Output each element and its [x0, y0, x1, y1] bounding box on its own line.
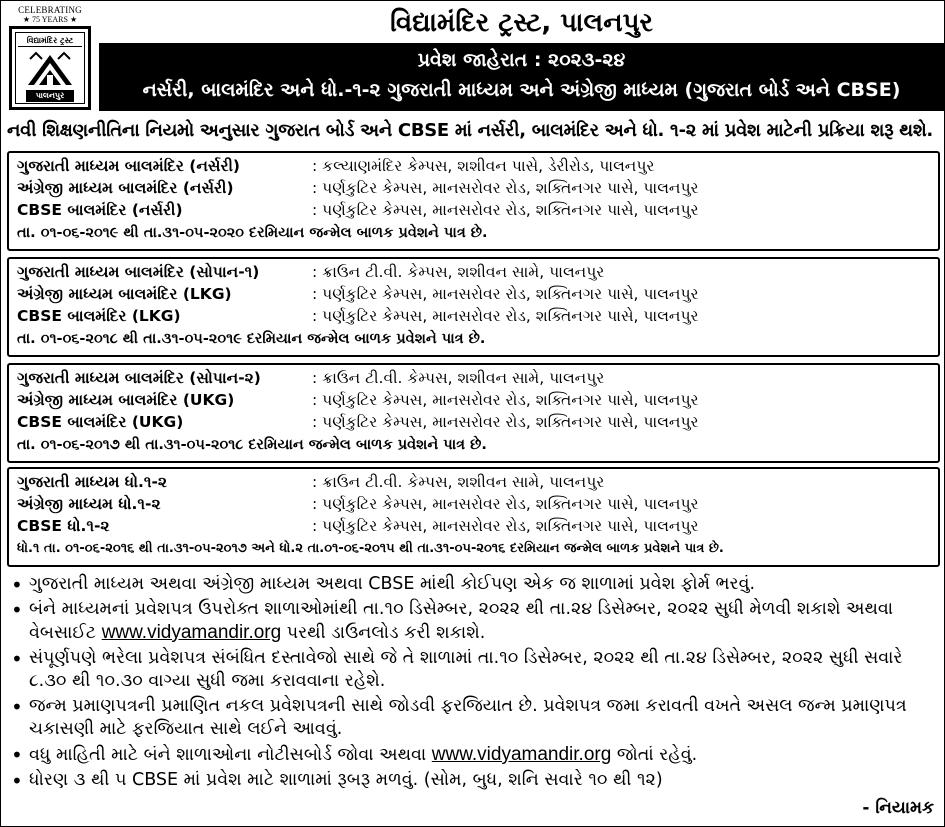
- bullet-icon: •: [11, 743, 23, 767]
- row-value: : ક્રાઉન ટી.વી. કેમ્પસ, શશીવન સામે, પાલનપુર: [312, 262, 605, 281]
- bullet-icon: •: [11, 769, 23, 793]
- section-row: [17, 367, 930, 389]
- list-item: [7, 743, 940, 767]
- eligibility-note: ધો.૧ તા. ૦૧-૦૬-૨૦૧૬ થી તા.૩૧-૦૫-૨૦૧૭ અને ધો.૨ તા.૦૧-૦૬-૨૦૧૫ થી તા.૩૧-૦૫-૨૦૧૬ દરમિયાન જન્મેલ બાળક પ્રવેશને પાત્ર છે.: [17, 541, 724, 556]
- bullet-icon: •: [11, 573, 23, 597]
- bullet-text: ગુજરાતી માધ્યમ અથવા અંગ્રેજી માધ્યમ અથવા CBSE માંથી કોઈપણ એક જ શાળામાં પ્રવેશ ફોર્મ ભરવું.: [29, 574, 756, 594]
- logo-bottom-text: પાલનપુર: [26, 90, 74, 102]
- row-label: CBSE બાલમંદિર (UKG): [17, 412, 184, 431]
- section-row: [17, 199, 930, 221]
- section-row: [17, 177, 930, 199]
- list-item: [7, 647, 940, 693]
- section-lkg: [7, 257, 940, 357]
- row-label: અંગ્રેજી માધ્યમ બાલમંદિર (UKG): [17, 390, 235, 409]
- list-item: [7, 573, 940, 596]
- section-nursery: [7, 151, 940, 251]
- row-value: : પર્ણકુટિર કેમ્પસ, માનસરોવર રોડ, શક્તિનગર પાસે, પાલનપુર: [312, 390, 699, 409]
- row-value: : પર્ણકુટિર કેમ્પસ, માનસરોવર રોડ, શક્તિનગર પાસે, પાલનપુર: [312, 284, 699, 303]
- bullet-text: ધોરણ ૩ થી ૫ CBSE માં પ્રવેશ માટે શાળામાં રૂબરૂ મળવું. (સોમ, બુધ, શનિ સવારે ૧૦ થી ૧૨): [29, 770, 663, 790]
- instruction-list: [7, 573, 940, 794]
- list-item: [7, 695, 940, 741]
- website-link[interactable]: www.vidyamandir.org: [101, 622, 282, 643]
- section-row: [17, 261, 930, 283]
- logo-pattern-icon: [28, 51, 72, 85]
- logo-emblem: [9, 26, 91, 110]
- eligibility-note: તા. ૦૧-૦૬-૨૦૧૯ થી તા.૩૧-૦૫-૨૦૨૦ દરમિયાન જન્મેલ બાળક પ્રવેશને પાત્ર છે.: [17, 225, 488, 241]
- intro-text: નવી શિક્ષણનીતિના નિયમો અનુસાર ગુજરાત બોર્ડ અને CBSE માં નર્સરી, બાલમંદિર અને ધો. ૧-૨ માં પ્રવેશ માટેની પ્રક્રિયા શરૂ થશે.: [7, 120, 933, 141]
- section-row: [17, 515, 930, 537]
- signoff: - નિયામક: [862, 798, 934, 818]
- section-row: [17, 389, 930, 411]
- row-label: અંગ્રેજી માધ્યમ ધો.૧-૨: [17, 494, 161, 513]
- logo-celebrating-text: CELEBRATING: [18, 5, 82, 15]
- row-label: ગુજરાતી માધ્યમ બાલમંદિર (સોપાન-૨): [17, 368, 261, 387]
- row-label: ગુજરાતી માધ્યમ બાલમંદિર (સોપાન-૧): [17, 262, 260, 281]
- bullet-text: સંપૂર્ણપણે ભરેલા પ્રવેશપત્ર સંબંધિત દસ્તાવેજો સાથે જે તે શાળામાં તા.૧૦ ડિસેમ્બર, ૨૦૨૨ થી તા.૨૪ ડિસેમ્બર, ૨૦૨૨ સુધી સવારે ૮.૩૦ થી ૧૦.૩૦ વાગ્યા સુધી જમા કરાવવાના રહેશે.: [29, 648, 903, 691]
- row-label: CBSE બાલમંદિર (LKG): [17, 306, 181, 325]
- row-value: : પર્ણકુટિર કેમ્પસ, માનસરોવર રોડ, શક્તિનગર પાસે, પાલનપુર: [312, 306, 699, 325]
- section-row: [17, 493, 930, 515]
- row-value: : પર્ણકુટિર કેમ્પસ, માનસરોવર રોડ, શક્તિનગર પાસે, પાલનપુર: [312, 516, 699, 535]
- row-label: અંગ્રેજી માધ્યમ બાલમંદિર (LKG): [17, 284, 232, 303]
- section-row: [17, 283, 930, 305]
- section-row: [17, 155, 930, 177]
- row-value: : ક્રાઉન ટી.વી. કેમ્પસ, શશીવન સામે, પાલનપુર: [312, 472, 605, 491]
- row-value: : કલ્યાણમંદિર કેમ્પસ, શશીવન પાસે, ડેરીરોડ, પાલનપુર: [312, 156, 655, 175]
- eligibility-note: તા. ૦૧-૦૬-૨૦૧૭ થી તા.૩૧-૦૫-૨૦૧૮ દરમિયાન જન્મેલ બાળક પ્રવેશને પાત્ર છે.: [17, 437, 487, 453]
- row-value: : પર્ણકુટિર કેમ્પસ, માનસરોવર રોડ, શક્તિનગર પાસે, પાલનપુર: [312, 494, 699, 513]
- trust-logo: [7, 5, 93, 112]
- section-std-1-2: [7, 467, 940, 567]
- page-title: વિદ્યામંદિર ટ્રસ્ટ, પાલનપુર: [390, 8, 653, 38]
- section-row: [17, 471, 930, 493]
- eligibility-note: તા. ૦૧-૦૬-૨૦૧૮ થી તા.૩૧-૦૫-૨૦૧૯ દરમિયાન જન્મેલ બાળક પ્રવેશને પાત્ર છે.: [17, 331, 486, 347]
- row-label: CBSE ધો.૧-૨: [17, 516, 110, 535]
- section-ukg: [7, 363, 940, 463]
- row-label: CBSE બાલમંદિર (નર્સરી): [17, 200, 183, 219]
- row-label: ગુજરાતી માધ્યમ ધો.૧-૨: [17, 472, 167, 491]
- row-value: : પર્ણકુટિર કેમ્પસ, માનસરોવર રોડ, શક્તિનગર પાસે, પાલનપુર: [312, 412, 699, 431]
- section-row: [17, 305, 930, 327]
- bullet-text-after: જોતાં રહેવું.: [611, 745, 698, 765]
- logo-top-text: વિદ્યામંદિર ટ્રસ્ટ: [18, 35, 82, 47]
- banner-heading: પ્રવેશ જાહેરાત : ૨૦૨૩-૨૪: [417, 49, 626, 71]
- row-value: : પર્ણકુટિર કેમ્પસ, માનસરોવર રોડ, શક્તિનગર પાસે, પાલનપુર: [312, 200, 699, 219]
- bullet-text: જન્મ પ્રમાણપત્રની પ્રમાણિત નકલ પ્રવેશપત્રની સાથે જોડવી ફરજિયાત છે. પ્રવેશપત્ર જમા કરાવતી વખતે અસલ જન્મ પ્રમાણપત્ર ચકાસણી માટે ફરજિયાત સાથે લઈને આવવું.: [29, 696, 907, 739]
- section-row: [17, 411, 930, 433]
- bullet-text: બંને માધ્યમનાં પ્રવેશપત્ર ઉપરોક્ત શાળાઓમાંથી તા.૧૦ ડિસેમ્બર, ૨૦૨૨ થી તા.૨૪ ડિસેમ્બર, ૨૦૨૨ સુધી મેળવી શકાશે અથવા વેબસાઈટ: [29, 599, 894, 643]
- website-link[interactable]: www.vidyamandir.org: [431, 744, 612, 765]
- bullet-icon: •: [11, 598, 23, 622]
- list-item: [7, 769, 940, 792]
- row-value: : પર્ણકુટિર કેમ્પસ, માનસરોવર રોડ, શક્તિનગર પાસે, પાલનપુર: [312, 178, 699, 197]
- bullet-text: વધુ માહિતી માટે બંને શાળાઓના નોટીસબોર્ડ જોવા અથવા: [29, 745, 432, 765]
- list-item: [7, 598, 940, 645]
- logo-years-text: ★ 75 YEARS ★: [22, 15, 78, 24]
- admission-banner: [99, 43, 944, 111]
- row-label: ગુજરાતી માધ્યમ બાલમંદિર (નર્સરી): [17, 156, 241, 175]
- banner-subheading: નર્સરી, બાલમંદિર અને ધો.-૧-૨ ગુજરાતી માધ્યમ અને અંગ્રેજી માધ્યમ (ગુજરાત બોર્ડ અને CBSE): [142, 79, 901, 101]
- bullet-icon: •: [11, 695, 23, 719]
- row-value: : ક્રાઉન ટી.વી. કેમ્પસ, શશીવન સામે, પાલનપુર: [312, 368, 605, 387]
- bullet-text-after: પરથી ડાઉનલોડ કરી શકાશે.: [281, 623, 486, 643]
- row-label: અંગ્રેજી માધ્યમ બાલમંદિર (નર્સરી): [17, 178, 234, 197]
- bullet-icon: •: [11, 647, 23, 671]
